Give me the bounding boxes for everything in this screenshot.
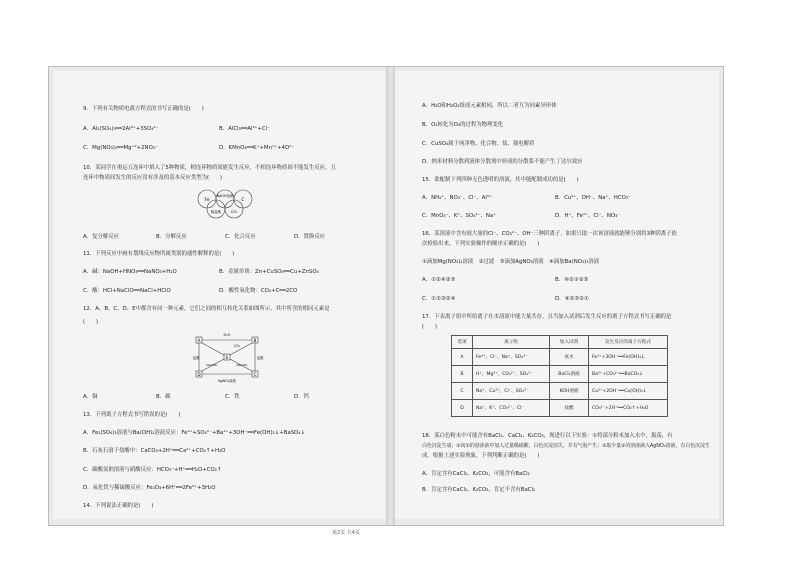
node-b-label: B	[253, 338, 257, 343]
table-header-cell: 发生反应的离子方程式	[589, 336, 668, 349]
q16-operations: ①滴加Mg(NO₃)₂溶液 ②过滤 ③滴加AgNO₃溶液 ④滴加Ba(NO₃)₂溶液	[422, 259, 600, 265]
q13-option-b: B．石灰石溶于盐酸中：CaCO₃+2H⁺══Ca²⁺+CO₂↑+H₂O	[83, 448, 226, 454]
table-cell: A	[452, 349, 473, 366]
book-gutter	[386, 67, 395, 525]
q11-option-c: C．酸：HCl+NaClO══NaCl+HClO	[83, 288, 171, 294]
scanned-exam-sheet	[48, 66, 724, 526]
q14-option-b: B．O₂转化为O₃的过程为物理变化	[422, 122, 504, 128]
q10-option-d: D．置换反应	[294, 234, 326, 240]
q15-stem: 15．欲配制下列四种无色透明的溶液，其中能配制成功的是( )	[422, 177, 579, 183]
q12-option-d: D．钙	[294, 394, 309, 400]
ring-label-2: NaOH溶液	[216, 194, 234, 198]
node-a-label: A	[197, 338, 201, 343]
ring-label-3: C	[241, 198, 245, 203]
table-cell: 盐酸	[550, 400, 589, 417]
q15-option-a: A．NH₄⁺、NO₃⁻、Cl⁻、Al³⁺	[422, 195, 492, 201]
q10-stem: 10．某同学在奥运五连环中填入了5种物质，相连环物质间能发生反应，不相连环物质间不能发生反应，五	[83, 165, 336, 171]
table-cell: Na⁺、K⁺、CO₃²⁻、Cl⁻	[473, 400, 550, 417]
q12-stem-cont: ( )	[83, 319, 98, 325]
left-page	[53, 71, 386, 519]
edge-label-6: Na₂CO₃	[236, 363, 248, 367]
edge-label-7: AgNO₃溶液	[218, 379, 236, 383]
table-cell: CO₃²⁻+2H⁺══CO₂↑+H₂O	[589, 400, 668, 417]
table-cell: BaCl₂溶液	[550, 366, 589, 383]
q16-option-a: A．①②④②③	[422, 277, 456, 283]
q12-option-b: B．碳	[156, 394, 171, 400]
q13-option-d: D．氧化铁与稀硫酸反应：Fe₂O₃+6H⁺══2Fe³⁺+3H₂O	[83, 485, 216, 491]
table-header-cell: 加入试剂	[550, 336, 589, 349]
ring-label-5: CO₂	[230, 210, 238, 214]
table-row	[452, 383, 668, 400]
table-cell: KOH溶液	[550, 383, 589, 400]
q17-options-table	[451, 335, 668, 417]
q16-option-b: B．④②①②③	[555, 277, 589, 283]
edge-label-1: H₂O	[223, 333, 231, 337]
q17-stem: 17．下表离子组中所给离子在水溶液中能大量共存，且当加入试剂后发生反应的离子方程式书写正确的是	[422, 314, 672, 320]
edge-label-4: 盐酸	[257, 356, 264, 360]
q10-option-a: A．复分解反应	[83, 234, 120, 240]
q14-option-a: A．H₂O和H₂O₂组成元素相同，所以二者互为同素异形体	[422, 103, 557, 109]
table-cell: Fe³⁺、Cl⁻、Na⁺、SO₄²⁻	[473, 349, 550, 366]
q9-stem: 9．下列有关物质电离方程式的书写正确的是( )	[83, 106, 204, 112]
q11-option-a: A．碱：NaOH+HNO₃══NaNO₃+H₂O	[83, 269, 177, 275]
table-row	[452, 349, 668, 366]
edge-label-5: Na₂CO₃	[206, 363, 218, 367]
q10-stem-cont: 连环中物质间发生的反应没有涉及的基本反应类型为( )	[83, 175, 222, 181]
q10-option-c: C．化合反应	[225, 234, 256, 240]
edge-label-2: CO₂	[233, 344, 241, 348]
q13-stem: 13．下列离子方程式书写错误的是( )	[83, 412, 181, 418]
q18-stem-line2: 白色沉淀生成；②向①的悬浊液中加入过量稀硝酸，白色沉淀消失，并有气泡产生；③取少量②的溶液滴入AgNO₃溶液，有白色沉淀生	[422, 443, 710, 449]
q18-stem-line3: 成。根据上述实验现象，下列判断正确的是( )	[422, 453, 540, 459]
ring-label-1: Fe	[204, 198, 210, 203]
node-c-label: C	[253, 372, 257, 377]
table-header-cell: 选项	[452, 336, 473, 349]
table-cell: Ba²⁺+CO₃²⁻══BaCO₃↓	[589, 366, 668, 383]
q14-stem: 14．下列说法正确的是( )	[83, 503, 154, 509]
table-cell: 氨水	[550, 349, 589, 366]
table-cell: B	[452, 366, 473, 383]
table-cell: H⁺、Mg²⁺、CO₃²⁻、SO₄²⁻	[473, 366, 550, 383]
q16-stem-cont: 次检验出来，下列实验操作的顺序正确的是( )	[422, 241, 540, 247]
q14-option-c: C．CuSO₄属于纯净物、化合物、盐、强电解质	[422, 141, 535, 147]
q17-stem-cont: ( )	[422, 324, 437, 330]
q11-option-d: D．酸性氧化物：CO₂+C══2CO	[219, 288, 298, 294]
table-header-row	[452, 336, 668, 349]
q12-option-c: C．铁	[225, 394, 240, 400]
q13-option-c: C．碳酸氢钠溶液与硝酸反应：HCO₃⁻+H⁺══H₂O+CO₂↑	[83, 467, 222, 473]
q10-option-b: B．分解反应	[156, 234, 187, 240]
q9-option-c: C．Mg(NO₃)₂══Mg⁺²+2NO₃⁻	[83, 145, 158, 151]
node-d-label: D	[197, 372, 201, 377]
q15-option-b: B．Cu²⁺、OH⁻、Na⁺、HCO₃⁻	[555, 195, 631, 201]
q15-option-d: D．H⁺、Fe²⁺、Cl⁻、NO₃⁻	[555, 213, 621, 219]
olympic-rings-diagram	[195, 188, 271, 222]
right-page	[395, 71, 719, 519]
q9-option-d: D．KMnO₄══K⁺+Mn⁷⁺+4O²⁻	[219, 145, 295, 151]
node-e-label: E	[225, 355, 229, 360]
q11-stem: 11．下列反应中画有划线反应物所属类别的通性解释的是( )	[83, 251, 235, 257]
q14-option-d: D．纳米材料分散到液体分散剂中形成的分散系不能产生丁达尔效应	[422, 159, 583, 165]
table-row	[452, 400, 668, 417]
q16-option-d: D．④②③②①	[555, 296, 589, 302]
table-cell: Cu²⁺+2OH⁻══Cu(OH)₂↓	[589, 383, 668, 400]
conversion-diagram	[193, 327, 271, 385]
table-header-cell: 离子组	[473, 336, 550, 349]
table-cell: Na⁺、Cu²⁺、Cl⁻、SO₄²⁻	[473, 383, 550, 400]
q12-stem: 12．A、B、C、D、E中都含有同一种元素，它们之间的相互转化关系如图所示，其中所含的相同元素是	[83, 306, 330, 312]
q15-option-c: C．MnO₄⁻、K⁺、SO₄²⁻、Na⁺	[422, 213, 497, 219]
q18-option-a: A．肯定含有CaCl₂、K₂CO₃，可能含有BaCl₂	[422, 471, 530, 477]
q11-option-b: B．金属单质：Zn+CuSO₄══Cu+ZnSO₄	[219, 269, 319, 275]
table-row	[452, 366, 668, 383]
q9-option-b: B．AlCl₃══Al³⁺+Cl⁻	[219, 126, 271, 132]
q18-option-b: B．肯定含有CaCl₂、K₂CO₃，肯定不含有BaCl₂	[422, 487, 536, 493]
page-footer: 第2页 共4页	[332, 530, 360, 536]
table-cell: C	[452, 383, 473, 400]
q9-option-a: A．Al₂(SO₄)₃══2Al³⁺+3SO₄²⁻	[83, 126, 159, 132]
q16-option-c: C．①②③②④	[422, 296, 456, 302]
q12-option-a: A．铜	[83, 394, 98, 400]
q13-option-a: A．Fe₂(SO₄)₃溶液与Ba(OH)₂溶液反应：Fe³⁺+SO₄²⁻+Ba²⁺+3OH⁻══Fe(OH)₃↓+BaSO₄↓	[83, 430, 306, 436]
table-cell: D	[452, 400, 473, 417]
table-cell: Fe³⁺+3OH⁻══Fe(OH)₃↓	[589, 349, 668, 366]
ring-label-4: 稀盐酸	[210, 210, 222, 214]
edge-label-3: 盐酸	[193, 356, 200, 360]
q16-stem: 16．某溶液中含有较大量的Cl⁻、CO₃²⁻、OH⁻三种阴离子，如果只取一次该溶液就能够分别将3种阴离子依	[422, 231, 677, 237]
q18-stem-line1: 18．某白色粉末中可能含有BaCl₂、CaCl₂、K₂CO₃，现进行以下实验：①将部分粉末加入水中，振荡，有	[422, 433, 673, 439]
